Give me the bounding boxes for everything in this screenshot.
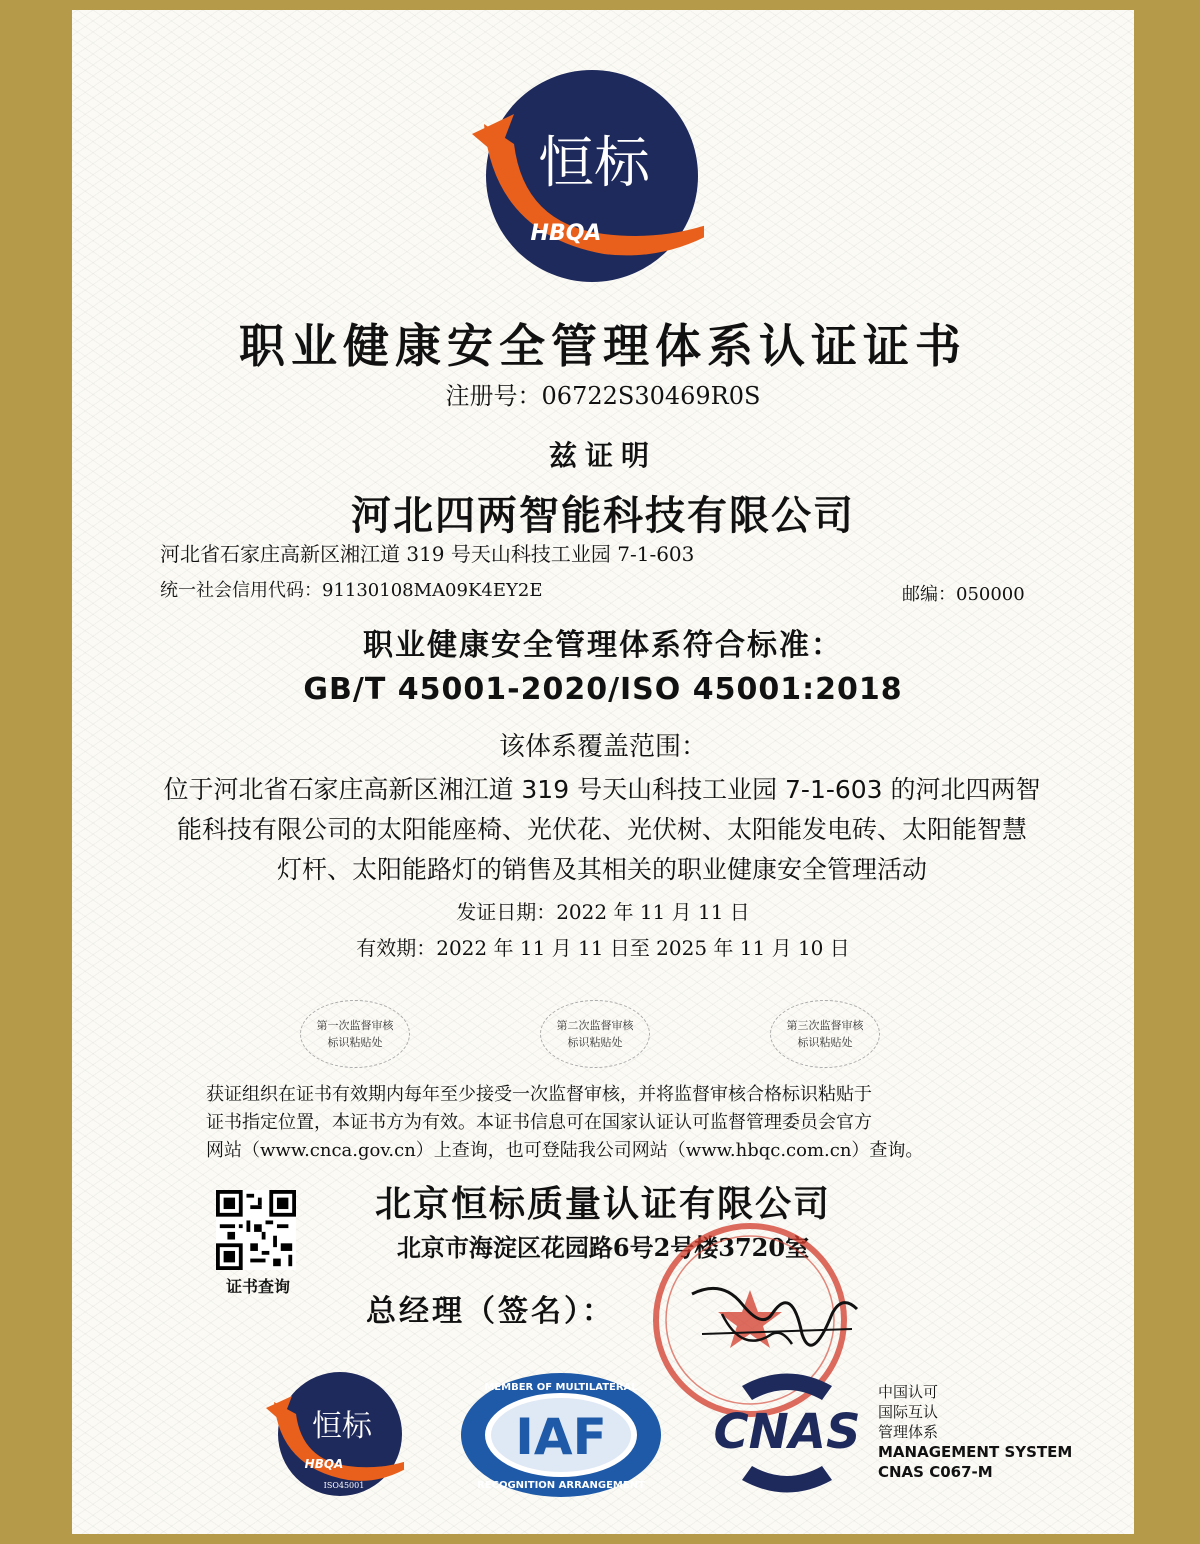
logo-en-text: HBQA (304, 1457, 344, 1471)
registration-number: 注册号：06722S30469R0S (445, 382, 761, 410)
issuer-address: 北京市海淀区花园路6号2号楼3720室 (396, 1233, 810, 1262)
audit-label: 第二次监督审核 (556, 1019, 634, 1032)
audit-sticker-slot-1 (300, 1000, 410, 1068)
cnas-en-line: MANAGEMENT SYSTEM (878, 1443, 1073, 1461)
audit-label: 第一次监督审核 (316, 1019, 394, 1032)
logo-en-text: HBQA (530, 221, 602, 246)
audit-label: 第三次监督审核 (786, 1019, 864, 1032)
qr-label: 证书查询 (225, 1277, 290, 1296)
validity-note: 证书指定位置，本证书方为有效。本证书信息可在国家认证认可监督管理委员会官方 (206, 1112, 872, 1133)
logo-cn-text: 恒标 (312, 1409, 372, 1444)
cnas-logo-text: CNAS (713, 1404, 861, 1460)
scope-heading: 该体系覆盖范围： (498, 732, 707, 762)
company-address: 河北省石家庄高新区湘江道 319 号天山科技工业园 7-1-603 (160, 542, 695, 566)
scope-line: 能科技有限公司的太阳能座椅、光伏花、光伏树、太阳能发电砖、太阳能智慧 (176, 815, 1027, 844)
hereby-certify: 兹证明 (548, 439, 657, 472)
issue-date: 发证日期：2022 年 11 月 11 日 (456, 900, 750, 924)
scope-line: 位于河北省石家庄高新区湘江道 319 号天山科技工业园 7-1-603 的河北四两智 (163, 775, 1041, 804)
validity-note: 网站（www.cnca.gov.cn）上查询，也可登陆我公司网站（www.hbqc.com.cn）查询。 (206, 1140, 924, 1161)
audit-label: 标识粘贴处 (797, 1036, 853, 1049)
cnas-cn-line: 管理体系 (878, 1423, 939, 1441)
credit-code: 统一社会信用代码：91130108MA09K4EY2E (160, 580, 543, 601)
standard-code: GB/T 45001-2020/ISO 45001:2018 (303, 672, 903, 707)
postal-code: 邮编：050000 (902, 584, 1025, 605)
validity-note: 获证组织在证书有效期内每年至少接受一次监督审核，并将监督审核合格标识粘贴于 (206, 1084, 872, 1105)
scope-line: 灯杆、太阳能路灯的销售及其相关的职业健康安全管理活动 (276, 855, 927, 884)
certificate-paper (72, 10, 1134, 1534)
iaf-arc-top: MEMBER OF MULTILATERAL (484, 1382, 638, 1393)
validity-period: 有效期：2022 年 11 月 11 日至 2025 年 11 月 10 日 (356, 936, 850, 960)
certificate-title: 职业健康安全管理体系认证证书 (239, 319, 967, 373)
cnas-logo (702, 1366, 872, 1500)
hbqa-logo-bottom (262, 1368, 404, 1502)
iaf-logo (458, 1370, 664, 1500)
audit-label: 标识粘贴处 (567, 1036, 623, 1049)
audit-sticker-slot-3 (770, 1000, 880, 1068)
issuer-name: 北京恒标质量认证有限公司 (374, 1183, 831, 1225)
logo-cn-text: 恒标 (538, 131, 650, 196)
hbqa-logo-top (454, 64, 704, 294)
cnas-cn-line: 中国认可 (878, 1383, 939, 1401)
signature (682, 1274, 862, 1374)
iaf-text: IAF (515, 1408, 607, 1466)
standard-heading: 职业健康安全管理体系符合标准： (363, 628, 843, 663)
audit-label: 标识粘贴处 (327, 1036, 383, 1049)
logo-sub-text: ISO45001 (323, 1481, 365, 1490)
iaf-arc-bottom: RECOGNITION ARRANGEMENT (477, 1480, 645, 1491)
general-manager-label: 总经理（签名）： (366, 1294, 615, 1329)
cnas-cn-line: 国际互认 (878, 1403, 939, 1421)
audit-sticker-slot-2 (540, 1000, 650, 1068)
company-name: 河北四两智能科技有限公司 (351, 492, 855, 539)
cnas-en-line: CNAS C067-M (878, 1463, 993, 1481)
